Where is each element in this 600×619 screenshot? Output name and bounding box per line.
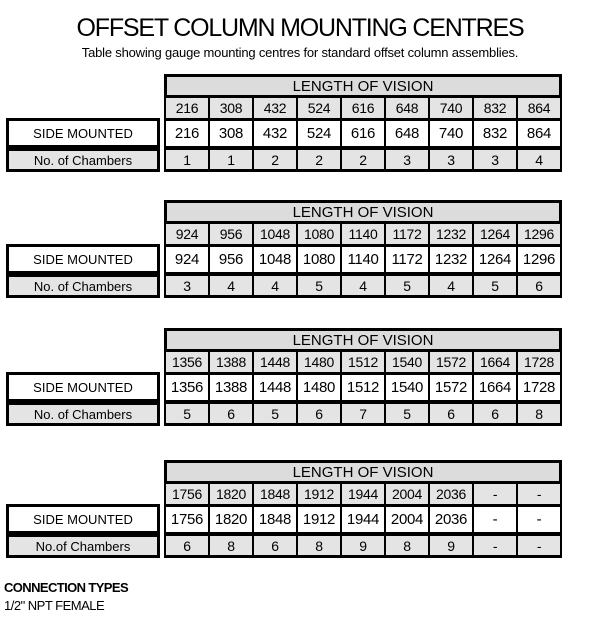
length-value: 1912 [296, 482, 342, 506]
chambers-value: 5 [384, 274, 430, 298]
side-mounted-value: 432 [252, 118, 298, 148]
chambers-value: 6 [296, 402, 342, 426]
length-value: 2036 [428, 482, 474, 506]
chambers-label: No. of Chambers [6, 148, 160, 172]
side-mounted-value: 1356 [164, 372, 210, 402]
length-of-vision-header: LENGTH OF VISION [164, 200, 562, 224]
side-mounted-value: 1540 [384, 372, 430, 402]
side-mounted-value: 1512 [340, 372, 386, 402]
side-mounted-value: 1232 [428, 244, 474, 274]
length-of-vision-header: LENGTH OF VISION [164, 328, 562, 352]
side-mounted-value: 2004 [384, 504, 430, 534]
chambers-value: 2 [252, 148, 298, 172]
length-value: 832 [472, 96, 518, 120]
length-value: 1848 [252, 482, 298, 506]
side-mounted-value: 648 [384, 118, 430, 148]
length-value: 1140 [340, 222, 386, 246]
length-value: 1356 [164, 350, 210, 374]
length-value: 1048 [252, 222, 298, 246]
length-value: 1820 [208, 482, 254, 506]
chambers-value: 5 [252, 402, 298, 426]
length-value: 1172 [384, 222, 430, 246]
side-mounted-value: 616 [340, 118, 386, 148]
side-mounted-value: - [516, 504, 562, 534]
side-mounted-value: 1664 [472, 372, 518, 402]
length-value: 524 [296, 96, 342, 120]
chambers-value: 8 [516, 402, 562, 426]
side-mounted-value: 1756 [164, 504, 210, 534]
length-value: 1232 [428, 222, 474, 246]
length-value: - [516, 482, 562, 506]
side-mounted-value: 924 [164, 244, 210, 274]
chambers-value: 9 [340, 534, 386, 558]
side-mounted-value: 1572 [428, 372, 474, 402]
length-value: 1756 [164, 482, 210, 506]
chambers-value: 5 [296, 274, 342, 298]
connection-types-heading: CONNECTION TYPES [4, 580, 129, 595]
chambers-value: 3 [472, 148, 518, 172]
side-mounted-value: 1080 [296, 244, 342, 274]
chambers-value: 3 [428, 148, 474, 172]
page-title: OFFSET COLUMN MOUNTING CENTRES [76, 14, 524, 42]
length-value: 616 [340, 96, 386, 120]
chambers-value: 8 [384, 534, 430, 558]
chambers-value: 7 [340, 402, 386, 426]
mounting-table [6, 74, 558, 180]
chambers-value: 5 [384, 402, 430, 426]
side-mounted-value: 1944 [340, 504, 386, 534]
length-value: 648 [384, 96, 430, 120]
chambers-value: 6 [164, 534, 210, 558]
length-value: 1664 [472, 350, 518, 374]
length-value: 924 [164, 222, 210, 246]
mounting-table [6, 328, 558, 434]
chambers-label: No.of Chambers [6, 534, 160, 558]
side-mounted-label: SIDE MOUNTED [6, 118, 160, 148]
mounting-table [6, 200, 558, 306]
length-of-vision-header: LENGTH OF VISION [164, 74, 562, 98]
chambers-value: 1 [208, 148, 254, 172]
length-value: 1296 [516, 222, 562, 246]
side-mounted-value: 1172 [384, 244, 430, 274]
length-value: 308 [208, 96, 254, 120]
length-value: 1944 [340, 482, 386, 506]
length-value: 1080 [296, 222, 342, 246]
side-mounted-value: 864 [516, 118, 562, 148]
side-mounted-value: 1140 [340, 244, 386, 274]
side-mounted-value: 2036 [428, 504, 474, 534]
side-mounted-value: 1264 [472, 244, 518, 274]
side-mounted-value: 832 [472, 118, 518, 148]
chambers-value: 4 [252, 274, 298, 298]
side-mounted-value: 1480 [296, 372, 342, 402]
length-value: 2004 [384, 482, 430, 506]
side-mounted-value: 1848 [252, 504, 298, 534]
length-value: 864 [516, 96, 562, 120]
chambers-value: 5 [472, 274, 518, 298]
chambers-value: 8 [208, 534, 254, 558]
length-value: 432 [252, 96, 298, 120]
side-mounted-value: 308 [208, 118, 254, 148]
side-mounted-value: 740 [428, 118, 474, 148]
page-subtitle: Table showing gauge mounting centres for standard offset column assemblies. [81, 45, 519, 60]
chambers-value: 3 [164, 274, 210, 298]
chambers-label: No. of Chambers [6, 402, 160, 426]
side-mounted-value: 1296 [516, 244, 562, 274]
chambers-value: 9 [428, 534, 474, 558]
side-mounted-label: SIDE MOUNTED [6, 504, 160, 534]
side-mounted-value: - [472, 504, 518, 534]
chambers-value: 4 [516, 148, 562, 172]
side-mounted-label: SIDE MOUNTED [6, 244, 160, 274]
side-mounted-value: 216 [164, 118, 210, 148]
side-mounted-value: 1388 [208, 372, 254, 402]
mounting-table [6, 460, 558, 566]
length-value: 1388 [208, 350, 254, 374]
length-value: 1448 [252, 350, 298, 374]
chambers-value: 6 [516, 274, 562, 298]
side-mounted-value: 1912 [296, 504, 342, 534]
chambers-value: 6 [208, 402, 254, 426]
side-mounted-value: 524 [296, 118, 342, 148]
length-value: 1480 [296, 350, 342, 374]
length-value: 1728 [516, 350, 562, 374]
connection-type-value: 1/2" NPT FEMALE [4, 598, 105, 613]
length-value: 216 [164, 96, 210, 120]
side-mounted-value: 1820 [208, 504, 254, 534]
side-mounted-value: 1728 [516, 372, 562, 402]
chambers-value: 6 [428, 402, 474, 426]
chambers-value: 4 [340, 274, 386, 298]
chambers-value: 6 [252, 534, 298, 558]
chambers-value: 8 [296, 534, 342, 558]
chambers-value: 1 [164, 148, 210, 172]
length-value: 1512 [340, 350, 386, 374]
chambers-value: 6 [472, 402, 518, 426]
chambers-value: 2 [296, 148, 342, 172]
length-value: 1264 [472, 222, 518, 246]
chambers-value: 4 [428, 274, 474, 298]
length-value: 1540 [384, 350, 430, 374]
chambers-value: 2 [340, 148, 386, 172]
chambers-value: - [516, 534, 562, 558]
length-of-vision-header: LENGTH OF VISION [164, 460, 562, 484]
length-value: 1572 [428, 350, 474, 374]
chambers-value: 3 [384, 148, 430, 172]
length-value: - [472, 482, 518, 506]
length-value: 956 [208, 222, 254, 246]
length-value: 740 [428, 96, 474, 120]
chambers-label: No. of Chambers [6, 274, 160, 298]
side-mounted-label: SIDE MOUNTED [6, 372, 160, 402]
chambers-value: - [472, 534, 518, 558]
side-mounted-value: 1048 [252, 244, 298, 274]
chambers-value: 5 [164, 402, 210, 426]
chambers-value: 4 [208, 274, 254, 298]
side-mounted-value: 1448 [252, 372, 298, 402]
side-mounted-value: 956 [208, 244, 254, 274]
